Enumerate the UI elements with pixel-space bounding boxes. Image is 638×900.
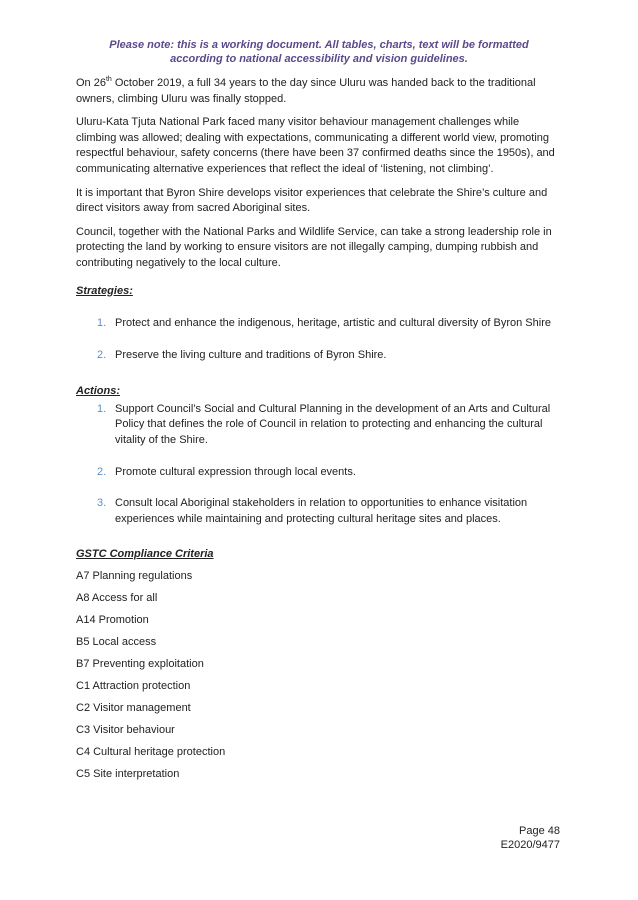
criteria-item: C2 Visitor management	[76, 702, 191, 715]
list-item: 2. Preserve the living culture and traditions of Byron Shire.	[76, 348, 560, 364]
list-item: 1. Support Council’s Social and Cultural Planning in the development of an Arts and Cultural Policy that defines the role of Council in relation to protecting and enhancing the cultural vitality of the Shire.	[97, 402, 551, 446]
criteria-item: C1 Attraction protection	[76, 680, 191, 693]
intro-paragraph-1: On 26th October 2019, a full 34 years to the day since Uluru was handed back to the traditional owners, climbing Uluru was finally stopped.	[76, 76, 536, 105]
gstc-criteria-list	[76, 565, 560, 785]
criteria-item: C3 Visitor behaviour	[76, 724, 175, 737]
criteria-item: B5 Local access	[76, 636, 157, 649]
criteria-item: C5 Site interpretation	[76, 768, 180, 781]
list-number: 1.	[97, 402, 107, 415]
page-content	[76, 76, 560, 785]
criteria-item: A8 Access for all	[76, 592, 158, 605]
notice-line-1: Please note: this is a working document. All tables, charts, text will be formatted	[109, 39, 529, 51]
criteria-item: A7 Planning regulations	[76, 570, 193, 583]
criteria-item: B7 Preventing exploitation	[76, 658, 204, 671]
strategies-list	[76, 316, 560, 364]
working-document-notice	[60, 38, 578, 66]
ordinal-suffix: th	[105, 76, 112, 83]
list-number: 3.	[97, 497, 107, 510]
intro-paragraph-4: Council, together with the National Parks and Wildlife Service, can take a strong leadership role in protecting the land by working to ensure visitors are not illegally camping, dumping rubbish and contributing negatively to the local culture.	[76, 225, 552, 269]
criteria-item: A14 Promotion	[76, 614, 149, 627]
criteria-item: C4 Cultural heritage protection	[76, 746, 226, 759]
notice-line-2: according to national accessibility and vision guidelines.	[170, 53, 468, 65]
list-item: 1. Protect and enhance the indigenous, heritage, artistic and cultural diversity of Byron Shire	[76, 316, 560, 332]
page-number: Page 48	[519, 825, 560, 837]
document-reference: E2020/9477	[500, 839, 560, 851]
intro-paragraph-2: Uluru-Kata Tjuta National Park faced many visitor behaviour management challenges while climbing was allowed; dealing with expectations, communicating a different world view, promoting respectful behaviour, safety concerns (there have been 37 confirmed deaths since the 1950s), and communicating alternative experiences that reflect the ideal of ‘listening, not climbing’.	[76, 116, 555, 175]
list-number: 2.	[97, 349, 107, 362]
list-item: 2. Promote cultural expression through local events.	[76, 465, 560, 481]
page-footer	[501, 824, 560, 852]
intro-paragraph-3: It is important that Byron Shire develops visitor experiences that celebrate the Shire’s culture and direct visitors away from sacred Aboriginal sites.	[76, 186, 548, 215]
gstc-heading: GSTC Compliance Criteria	[76, 548, 214, 561]
list-item: 3. Consult local Aboriginal stakeholders in relation to opportunities to enhance visitation experiences while maintaining and protecting cultural heritage sites and places.	[97, 497, 528, 525]
actions-heading: Actions:	[76, 384, 120, 397]
list-number: 1.	[97, 316, 107, 329]
strategies-heading: Strategies:	[76, 284, 133, 297]
actions-list	[76, 402, 560, 528]
list-number: 2.	[97, 465, 107, 478]
